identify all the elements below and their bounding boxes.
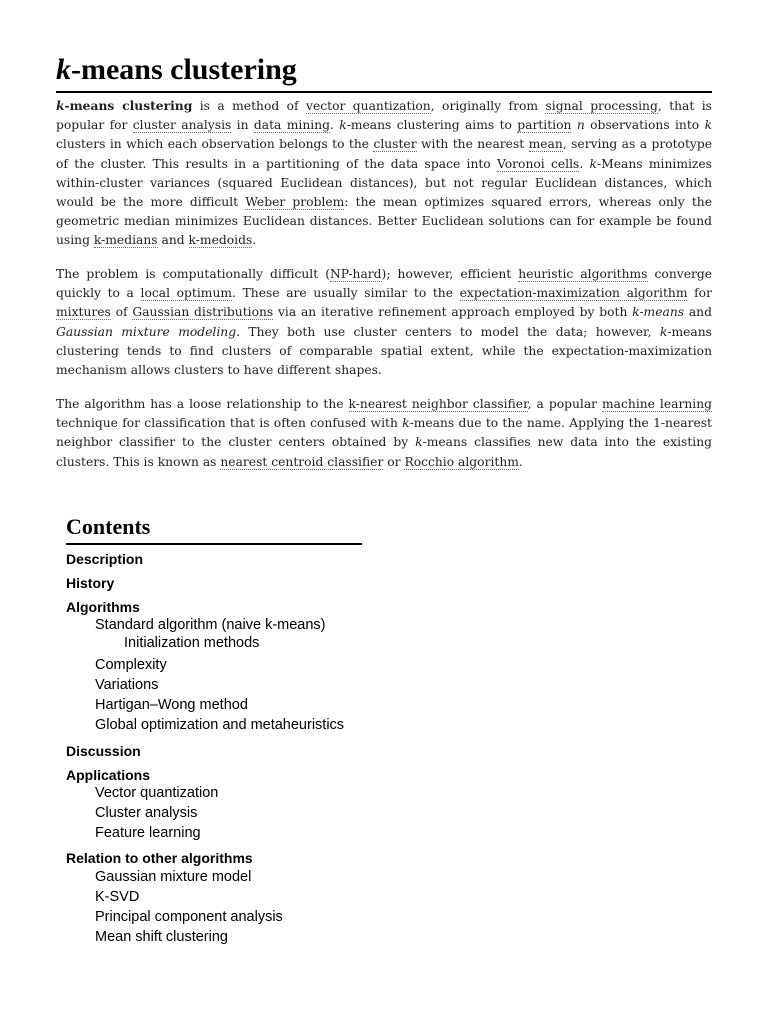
text-run: of (110, 305, 133, 320)
text-run: -means clustering tends to find clusters of comparable spatial extent, while the expectation-maximization mechanism allows clusters to have different shapes. (56, 324, 712, 378)
text-run: and (684, 305, 712, 320)
toc-item-principal-component-analysis[interactable]: Principal component analysis (95, 909, 283, 925)
text-run: n (576, 118, 585, 133)
text-run: k (56, 98, 65, 113)
page-title (56, 50, 712, 93)
text-run: or (383, 454, 405, 469)
page-title-italic: k (56, 53, 71, 86)
text-run: clusters in which each observation belongs to the (56, 137, 374, 152)
wiki-link[interactable]: expectation-maximization algorithm (459, 286, 688, 301)
wiki-link[interactable]: nearest centroid classifier (220, 454, 384, 469)
wiki-link[interactable]: mixtures (56, 305, 111, 320)
text-run: observations into (584, 118, 705, 133)
text-run: ); however, efficient (381, 267, 519, 281)
text-run: via an iterative refinement approach employed by both (273, 305, 633, 320)
text-run: -means classifies new data into the existing clusters. This is known as (56, 435, 712, 469)
text-run: . These are usually similar to the (232, 286, 460, 301)
text-run: converge quickly to a (56, 267, 712, 301)
wiki-link[interactable]: Voronoi cells (497, 156, 580, 171)
text-run: -means clustering aims to (346, 118, 518, 133)
intro-paragraph-1 (56, 96, 712, 251)
text-run: is a method of (192, 99, 307, 113)
toc-item-description[interactable]: Description (66, 551, 144, 567)
toc-item-relation-to-other-algorithms[interactable]: Relation to other algorithms (66, 850, 253, 866)
text-run: k (339, 118, 347, 133)
text-run: technique for classification that is often confused with (56, 416, 403, 431)
wiki-link[interactable]: NP-hard (330, 267, 382, 281)
text-run: : the mean optimizes squared errors, whereas only the geometric median minimizes Euclidean distances. Better Euclidean solutions can for example be found using (56, 195, 712, 248)
wiki-link[interactable]: machine learning (602, 397, 712, 411)
toc-item-discussion[interactable]: Discussion (66, 743, 141, 759)
text-run: k (659, 324, 668, 339)
toc-item-feature-learning[interactable]: Feature learning (95, 825, 201, 841)
text-run: with the nearest (416, 137, 529, 152)
text-run: k (415, 435, 423, 450)
text-run: . (518, 454, 523, 469)
text-run: , originally from (430, 99, 546, 113)
text-run: k-means (632, 305, 685, 320)
text-run: k (704, 118, 713, 133)
toc-item-history[interactable]: History (66, 575, 115, 591)
text-run: The algorithm has a loose relationship to the (56, 397, 349, 411)
text-run: . (329, 118, 340, 133)
wiki-link[interactable]: cluster analysis (132, 118, 232, 133)
intro-paragraph-2 (56, 265, 712, 380)
toc-item-variations[interactable]: Variations (95, 677, 159, 693)
text-run: k (402, 416, 410, 431)
text-run: . (252, 233, 257, 248)
page-title-rest: -means clustering (71, 53, 297, 86)
wiki-link[interactable]: signal processing (545, 99, 658, 113)
toc-item-initialization-methods[interactable]: Initialization methods (124, 635, 260, 651)
text-run: , serving as a prototype of the cluster. This results in a partitioning of the data space into (56, 137, 712, 171)
wiki-link[interactable]: k-medoids (188, 233, 253, 248)
wiki-link[interactable]: Rocchio algorithm (404, 454, 519, 469)
contents-heading: Contents (66, 513, 362, 545)
text-run: . They both use cluster centers to model the data; however, (236, 324, 660, 339)
intro-paragraph-3 (56, 395, 712, 472)
wiki-link[interactable]: vector quantization (306, 99, 431, 113)
toc-item-k-svd[interactable]: K-SVD (95, 889, 140, 905)
wiki-link[interactable]: data mining (253, 118, 330, 133)
toc-item-vector-quantization[interactable]: Vector quantization (95, 785, 219, 801)
wiki-link[interactable]: cluster (373, 137, 417, 152)
text-run: -means clustering (64, 98, 193, 113)
wiki-link[interactable]: k-nearest neighbor classifier (348, 397, 528, 411)
toc-item-gaussian-mixture-model[interactable]: Gaussian mixture model (95, 869, 252, 885)
text-run: . (579, 156, 590, 171)
wiki-link[interactable]: heuristic algorithms (518, 267, 648, 281)
wiki-link[interactable]: Gaussian distributions (132, 305, 274, 320)
wiki-link[interactable]: k-medians (93, 233, 158, 248)
toc-item-global-optimization[interactable]: Global optimization and metaheuristics (95, 717, 345, 733)
text-run: and (157, 233, 189, 248)
wiki-link[interactable]: Weber problem (245, 195, 345, 210)
text-run: for (687, 286, 712, 301)
wiki-link[interactable]: local optimum (140, 286, 233, 301)
toc-item-hartigan-wong-method[interactable]: Hartigan–Wong method (95, 697, 248, 713)
toc-item-algorithms[interactable]: Algorithms (66, 599, 140, 615)
toc-item-mean-shift-clustering[interactable]: Mean shift clustering (95, 929, 228, 945)
toc-item-standard-algorithm[interactable]: Standard algorithm (naive k-means) (95, 617, 326, 633)
text-run: , a popular (527, 397, 603, 411)
text-run: , that is popular for (56, 99, 712, 133)
wiki-link[interactable]: partition (517, 118, 572, 133)
text-run: -Means minimizes within-cluster variances (squared Euclidean distances), but not regular Euclidean distances, which would be the more difficult (56, 156, 712, 210)
text-run: in (231, 118, 254, 133)
text-run: k (589, 156, 597, 171)
text-run: -means due to the name. Applying the 1-nearest neighbor classifier to the cluster centers obtained by (56, 416, 712, 450)
toc-item-cluster-analysis[interactable]: Cluster analysis (95, 805, 198, 821)
toc-item-complexity[interactable]: Complexity (95, 657, 167, 673)
text-run: The problem is computationally difficult ( (56, 267, 331, 281)
text-run: Gaussian mixture modeling (56, 324, 237, 339)
wiki-link[interactable]: mean (528, 137, 563, 152)
toc-item-applications[interactable]: Applications (66, 767, 151, 783)
